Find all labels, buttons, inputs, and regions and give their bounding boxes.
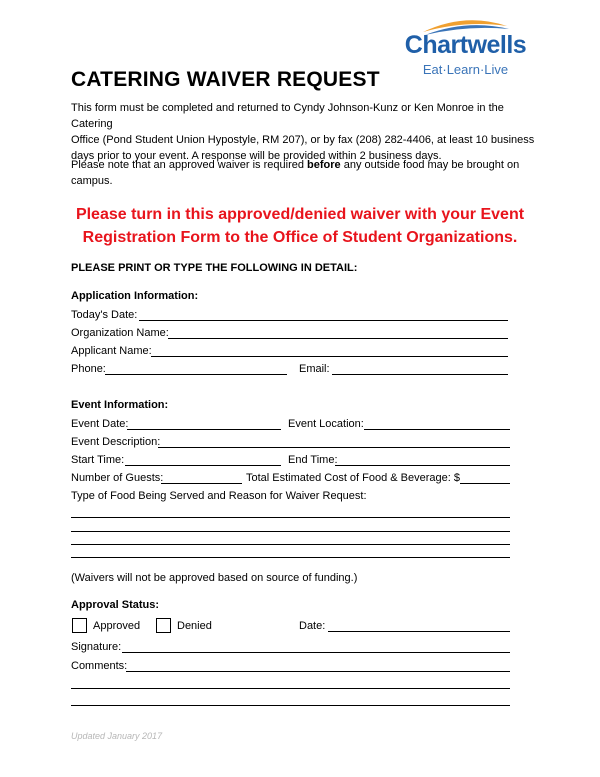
notice-line-1: Please turn in this approved/denied waiver with your Event [75, 206, 525, 223]
comments-line-3[interactable] [71, 705, 510, 706]
application-heading: Application Information: [71, 290, 199, 302]
intro-paragraph [71, 100, 541, 164]
note-text-bold: before [307, 159, 341, 171]
note-line-1 [71, 157, 541, 173]
note-line-2: campus. [71, 175, 113, 187]
approval-date-label: Date: [299, 620, 326, 632]
food-type-line-3[interactable] [71, 544, 510, 545]
event-heading: Event Information: [71, 399, 169, 411]
logo-brand-name: Chartwells [404, 31, 527, 59]
comments-label: Comments: [71, 660, 128, 672]
food-type-line-2[interactable] [71, 531, 510, 532]
todays-date-label: Today's Date: [71, 309, 138, 321]
funding-note: (Waivers will not be approved based on source of funding.) [71, 572, 358, 584]
event-description-field[interactable] [158, 447, 510, 448]
notice-line-2: Registration Form to the Office of Student Organizations. [82, 229, 518, 246]
number-of-guests-label: Number of Guests: [71, 472, 164, 484]
intro-line-1: This form must be completed and returned to Cyndy Johnson-Kunz or Ken Monroe in the Catering [71, 102, 504, 130]
food-type-label: Type of Food Being Served and Reason for Waiver Request: [71, 490, 367, 502]
event-description-label: Event Description: [71, 436, 161, 448]
organization-name-field[interactable] [168, 338, 508, 339]
page-title: CATERING WAIVER REQUEST [71, 68, 380, 91]
event-date-field[interactable] [127, 429, 281, 430]
todays-date-field[interactable] [139, 320, 508, 321]
event-location-label: Event Location: [288, 418, 364, 430]
intro-line-3: days prior to your event. A response will be provided within 2 business days. [71, 150, 442, 162]
logo-tagline: Eat·Learn·Live [422, 62, 509, 77]
end-time-label: End Time: [288, 454, 338, 466]
approval-heading: Approval Status: [71, 599, 160, 611]
event-location-field[interactable] [364, 429, 510, 430]
end-time-field[interactable] [335, 465, 510, 466]
total-cost-field[interactable] [460, 483, 510, 484]
food-type-line-1[interactable] [71, 517, 510, 518]
email-label: Email: [299, 363, 330, 375]
start-time-field[interactable] [125, 465, 281, 466]
total-cost-label: Total Estimated Cost of Food & Beverage: $ [246, 472, 461, 484]
email-field[interactable] [332, 374, 508, 375]
signature-field[interactable] [122, 652, 510, 653]
applicant-name-field[interactable] [151, 356, 508, 357]
phone-field[interactable] [105, 374, 287, 375]
denied-label: Denied [177, 620, 212, 632]
start-time-label: Start Time: [71, 454, 125, 466]
food-type-line-4[interactable] [71, 557, 510, 558]
note-paragraph [71, 157, 541, 189]
note-text-b: any outside food may be brought on [340, 159, 520, 171]
instructions-heading: PLEASE PRINT OR TYPE THE FOLLOWING IN DETAIL: [71, 262, 358, 274]
comments-field[interactable] [126, 671, 510, 672]
signature-label: Signature: [71, 641, 122, 653]
approved-label: Approved [93, 620, 141, 632]
intro-line-2: Office (Pond Student Union Hypostyle, RM 207), or by fax (208) 282-4406, at least 10 business [71, 134, 535, 146]
footer-updated: Updated January 2017 [71, 731, 163, 741]
event-date-label: Event Date: [71, 418, 129, 430]
approved-checkbox[interactable] [72, 618, 87, 633]
applicant-name-label: Applicant Name: [71, 345, 152, 357]
note-text-a: Please note that an approved waiver is required [71, 159, 308, 171]
red-notice [40, 203, 560, 249]
approval-date-field[interactable] [328, 631, 510, 632]
denied-checkbox[interactable] [156, 618, 171, 633]
organization-name-label: Organization Name: [71, 327, 169, 339]
comments-line-2[interactable] [71, 688, 510, 689]
chartwells-logo [403, 16, 528, 80]
phone-label: Phone: [71, 363, 106, 375]
number-of-guests-field[interactable] [161, 483, 242, 484]
